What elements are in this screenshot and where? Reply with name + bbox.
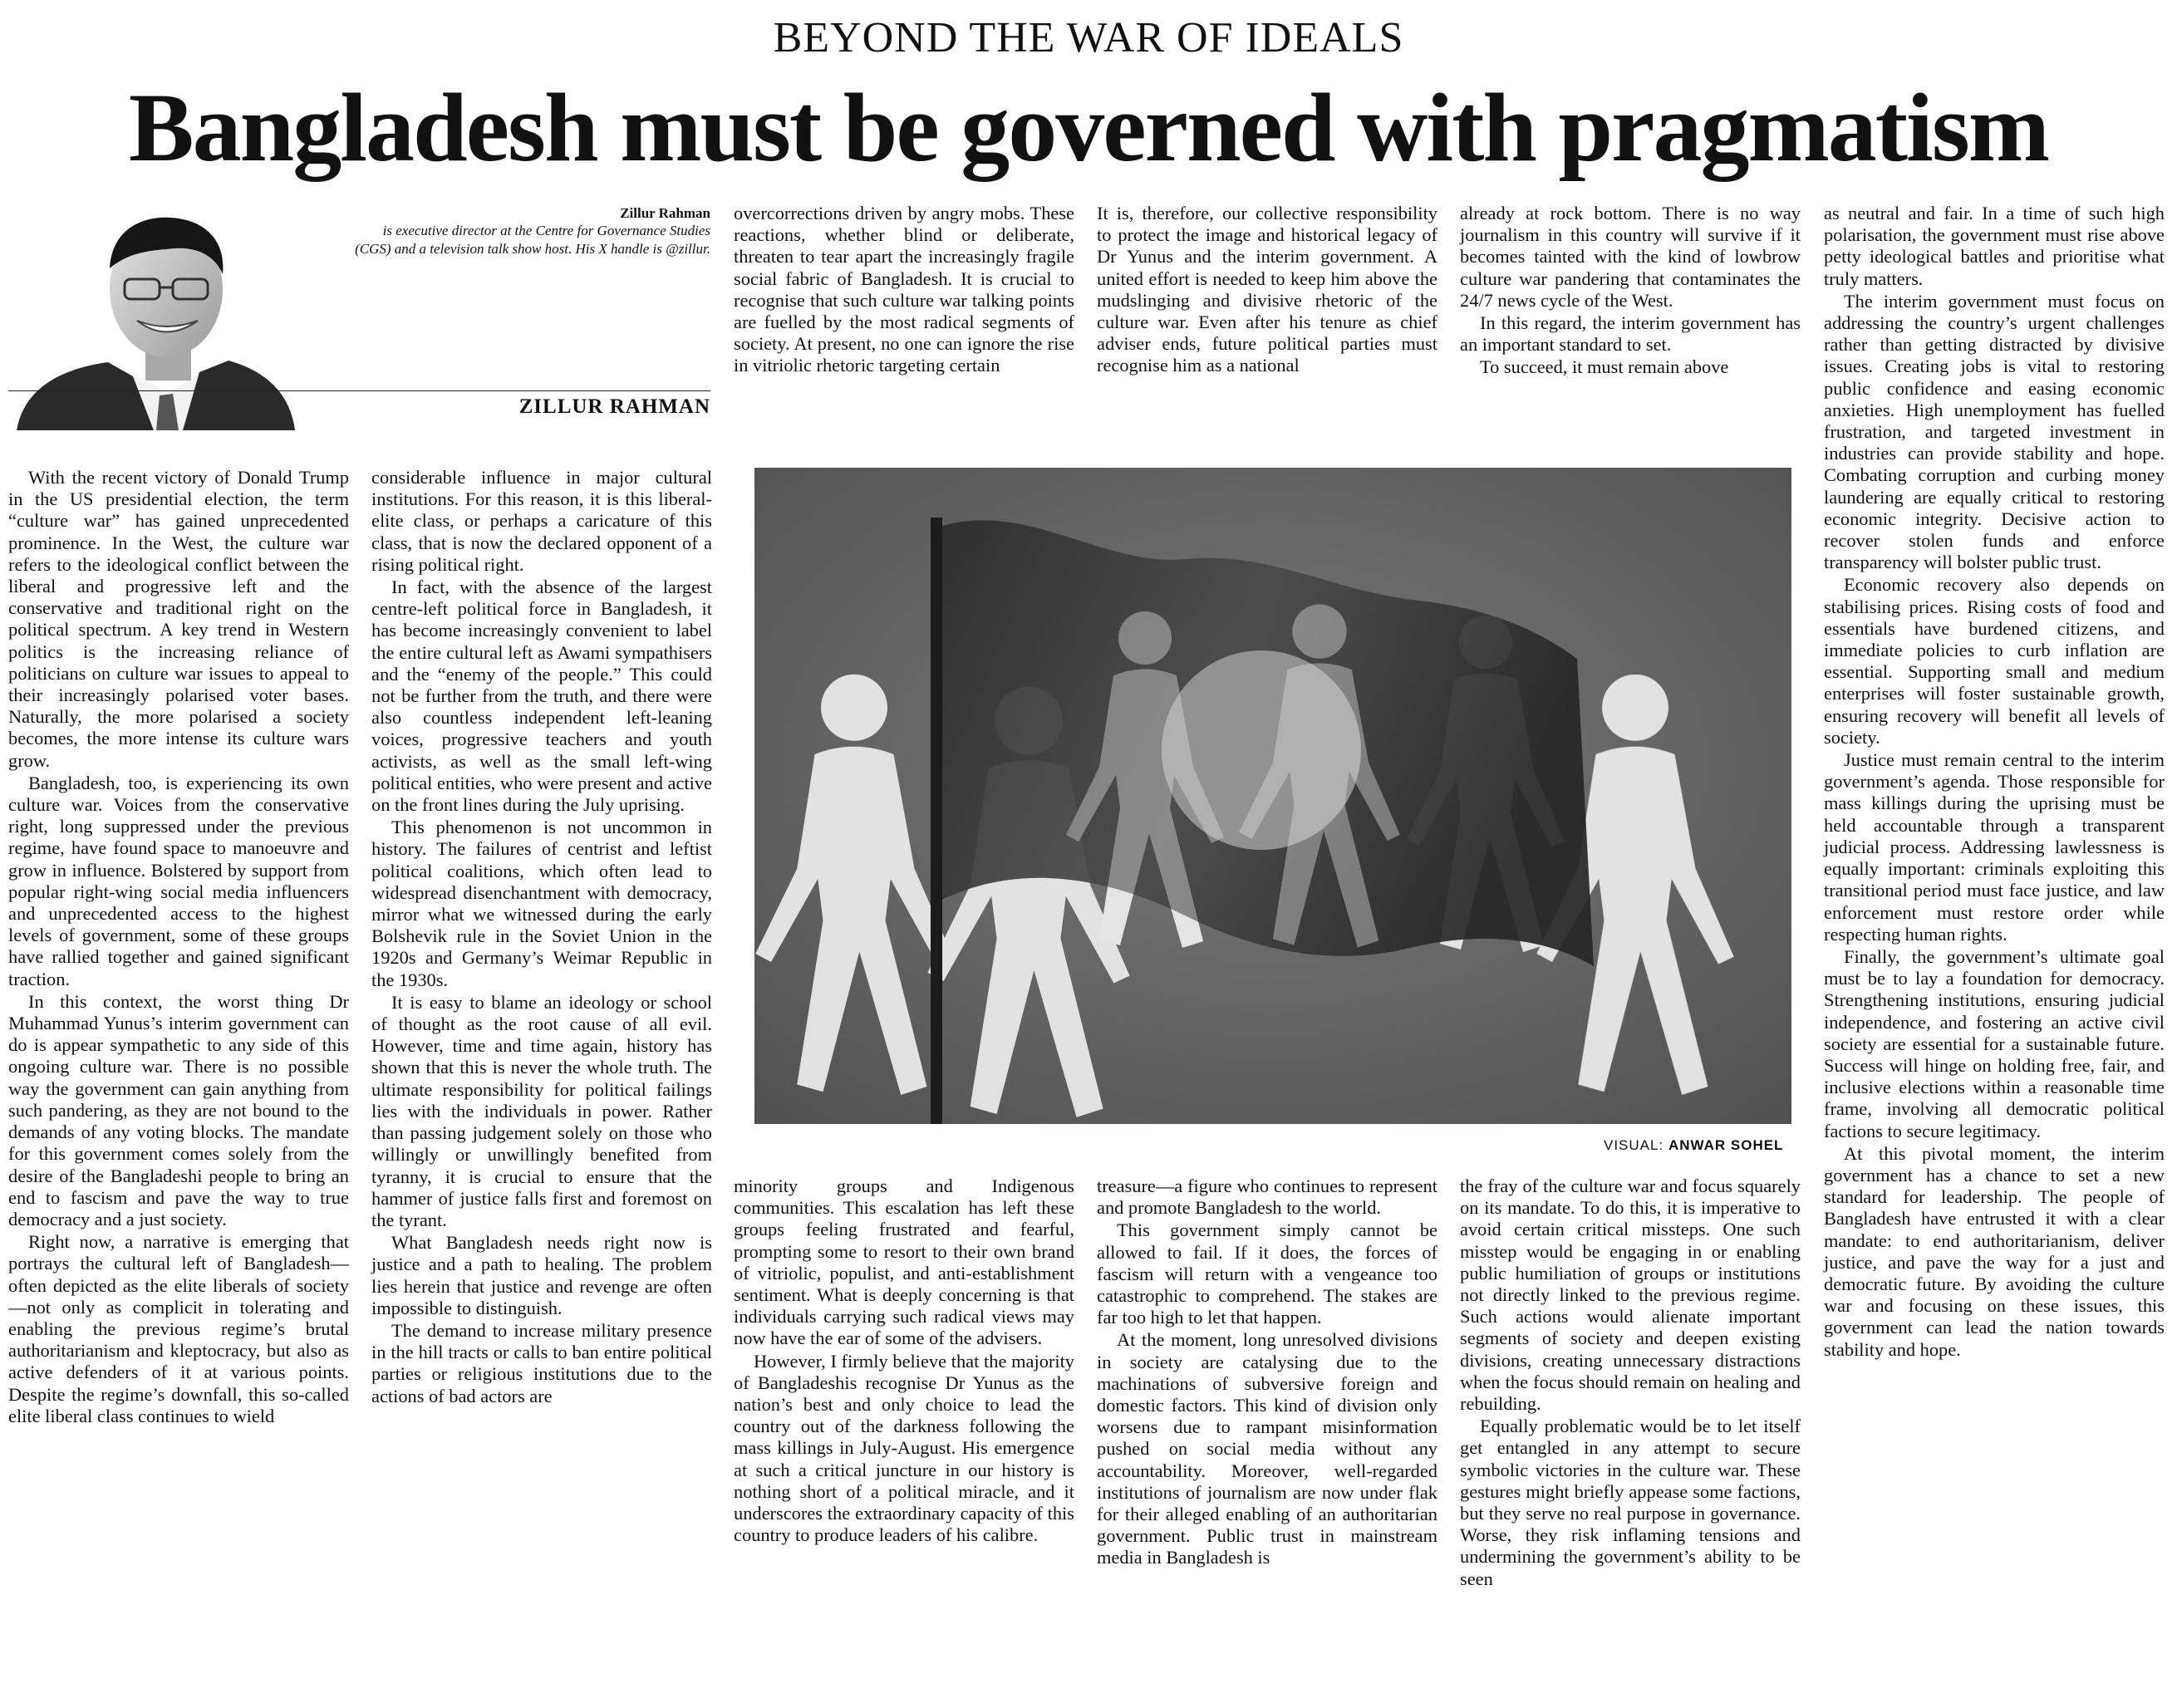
paragraph: This phenomenon is not uncommon in history. The failures of centrist and leftist political coalitions, which often lead to widespread disenchantment with democracy, mirror what we witnessed during the early Bolshevik rule in the Soviet Union in the 1920s and Germany’s Weimar Republic in the 1930s.	[371, 817, 712, 990]
paragraph: The demand to increase military presence in the hill tracts or calls to ban entire political parties or religious institutions due to the actions of bad actors are	[371, 1319, 712, 1406]
column-5-bottom	[1460, 1175, 1801, 1591]
column-4-bottom	[1097, 1175, 1437, 1570]
paragraph: as neutral and fair. In a time of such high polarisation, the government must rise above petty ideological battles and prioritise what truly matters.	[1824, 203, 2165, 289]
author-byline: ZILLUR RAHMAN	[518, 395, 710, 418]
paragraph: What Bangladesh needs right now is justice and a path to healing. The problem lies herein that justice and revenge are often impossible to distinguish.	[371, 1232, 712, 1318]
paragraph: Equally problematic would be to let itself get entangled in any attempt to secure symbolic victories in the culture war. These gestures might briefly appease some factions, but they serve no real purpose in governance. Worse, they risk inflaming tensions and undermining the government’s ability to be seen	[1460, 1416, 1801, 1589]
visual-credit	[1604, 1137, 1783, 1154]
credit-label: VISUAL:	[1604, 1137, 1664, 1153]
paragraph: The interim government must focus on addressing the country’s urgent challenges rather than getting distracted by divisive issues. Creating jobs is vital to restoring public confidence and easing economic anxieties. High unemployment has fuelled frustration, and targeted investment in industries can provide stability and hope. Combating corruption and curbing money laundering are equally critical to restoring economic integrity. Decisive action to recover stolen funds and enforce transparency will bolster public trust.	[1824, 290, 2165, 573]
paragraph: However, I firmly believe that the majority of Bangladeshis recognise Dr Yunus as the nation’s best and only choice to lead the country out of the darkness following the mass killings in July-August. His emergence at such a critical juncture in our history is nothing short of a political miracle, and it underscores the extraordinary capacity of this country to produce leaders of his calibre.	[734, 1350, 1074, 1546]
paragraph: Right now, a narrative is emerging that portrays the cultural left of Bangladesh—often depicted as the elite liberals of society—not only as complicit in tolerating and enabling the previous regime’s brutal authoritarianism and kleptocracy, but also as active defenders of it at various points. Despite the regime’s downfall, this so-called elite liberal class continues to wield	[8, 1231, 349, 1426]
paragraph: It is, therefore, our collective responsibility to protect the image and historical legacy of Dr Yunus and the interim government. A united effort is needed to keep him above the mudslinging and divisive rhetoric of the culture war. Even after his tenure as chief adviser ends, future political parties must recognise him as a national	[1097, 203, 1437, 376]
paragraph: overcorrections driven by angry mobs. These reactions, whether blind or deliberate, threaten to tear apart the increasingly fragile social fabric of Bangladesh. It is crucial to recognise that such culture war talking points are fuelled by the most radical segments of society. At present, no one can ignore the rise in vitriolic rhetoric targeting certain	[734, 203, 1074, 376]
paragraph: Finally, the government’s ultimate goal must be to lay a foundation for democracy. Strengthening institutions, ensuring judicial independence, and fostering an active civil society are essential for a sustainable future. Success will hinge on holding free, fair, and inclusive elections within a reasonable time frame, involving all democratic political factions to secure legitimacy.	[1824, 945, 2165, 1141]
paragraph: Justice must remain central to the interim government’s agenda. Those responsible for mass killings during the uprising must be held accountable through a transparent judicial process. Addressing lawlessness is equally important: criminals exploiting this transitional period must face justice, and law enforcement must restore order while respecting human rights.	[1824, 749, 2165, 945]
paragraph: In fact, with the absence of the largest centre-left political force in Bangladesh, it has become increasingly convenient to label the entire cultural left as Awami sympathisers and the “enemy of the people.” This could not be further from the truth, and there were also countless independent left-leaning voices, progressive teachers and youth activists, as well as the small left-wing political entities, who were present and active on the front lines during the July uprising.	[371, 577, 712, 816]
bio-name: Zillur Rahman	[620, 205, 710, 221]
paragraph: treasure—a figure who continues to represent and promote Bangladesh to the world.	[1097, 1175, 1437, 1219]
illustration	[754, 468, 1791, 1124]
column-1	[8, 467, 349, 1428]
paragraph: It is easy to blame an ideology or school of thought as the root cause of all evil. However, time and time again, history has shown that this is never the whole truth. The ultimate responsibility for political failings lies with the individuals in power. Rather than passing judgement solely on those who willingly or unwillingly benefited from tyranny, it is crucial to ensure that the hammer of justice falls first and foremost on the tyrant.	[371, 991, 712, 1230]
paragraph: With the recent victory of Donald Trump in the US presidential election, the term “culture war” has gained unprecedented prominence. In the West, the culture war refers to the ideological conflict between the liberal and progressive left and the conservative and traditional right on the political spectrum. A key trend in Western politics is the increasing reliance of politicians on culture war issues to appeal to their increasingly polarised voter bases. Naturally, the more polarised a society becomes, the more intense its culture wars grow.	[8, 467, 349, 771]
credit-name: ANWAR SOHEL	[1668, 1137, 1784, 1153]
byline-box	[8, 198, 710, 430]
column-5-top	[1460, 203, 1801, 380]
paragraph: the fray of the culture war and focus squarely on its mandate. To do this, it is imperative to avoid certain critical missteps. One such misstep would be engaging in or enabling public humiliation of groups or institutions not directly linked to the previous regime. Such actions would alienate important segments of society and deepen existing divisions, creating unnecessary distractions when the focus should remain on healing and rebuilding.	[1460, 1175, 1801, 1415]
headline: Bangladesh must be governed with pragmatism	[128, 73, 2049, 182]
paragraph: At this pivotal moment, the interim government has a chance to set a new standard for leadership. The people of Bangladesh have entrusted it with a clear mandate: to end authoritarianism, deliver justice, and pave the way for a just and democratic future. By avoiding the culture war and focusing on these issues, this government can lead the nation towards stability and hope.	[1824, 1142, 2165, 1360]
kicker: BEYOND THE WAR OF IDEALS	[773, 14, 1404, 61]
paragraph: minority groups and Indigenous communities. This escalation has left these groups feeling frustrated and fearful, prompting some to resort to their own brand of vitriolic, populist, and anti-establishment sentiment. What is deeply concerning is that individuals carrying such radical views may now have the ear of some of the advisers.	[734, 1175, 1074, 1349]
author-bio	[345, 204, 710, 258]
paragraph: Bangladesh, too, is experiencing its own culture war. Voices from the conservative right, long suppressed under the previous regime, have found space to manoeuvre and grow in influence. Bolstered by support from popular right-wing social media influencers and unprecedented access to the highest levels of government, some of these groups have rallied together and gained significant traction.	[8, 772, 349, 989]
column-6	[1824, 203, 2165, 1362]
column-3-top	[734, 203, 1074, 378]
paragraph: Economic recovery also depends on stabilising prices. Rising costs of food and essentials have burdened citizens, and immediate policies to curb inflation are essential. Supporting small and medium enterprises will foster sustainable growth, ensuring recovery will benefit all levels of society.	[1824, 574, 2165, 748]
author-photo	[8, 198, 299, 430]
column-2	[371, 467, 712, 1408]
paragraph: already at rock bottom. There is no way journalism in this country will survive if it becomes tainted with the kind of lowbrow culture war pandering that contaminates the 24/7 news cycle of the West.	[1460, 203, 1801, 311]
column-3-bottom	[734, 1175, 1074, 1547]
paragraph: To succeed, it must remain above	[1480, 356, 1729, 378]
paragraph: This government simply cannot be allowed to fail. If it does, the forces of fascism will return with a vengeance too catastrophic to comprehend. The stakes are far too high to let that happen.	[1097, 1220, 1437, 1328]
paragraph: In this regard, the interim government has an important standard to set.	[1460, 312, 1801, 356]
paragraph: At the moment, long unresolved divisions in society are catalysing due to the machinations of subversive foreign and domestic factors. This kind of division only worsens due to rampant misinformation pushed on social media without any accountability. Moreover, well-regarded institutions of journalism are now under flak for their alleged enabling of an authoritarian government. Public trust in mainstream media in Bangladesh is	[1097, 1329, 1437, 1568]
byline-rule	[8, 390, 710, 391]
paragraph: In this context, the worst thing Dr Muhammad Yunus’s interim government can do is appear sympathetic to any side of this ongoing culture war. There is no possible way the government can gain anything from such pandering, as they are not bound to the demands of any voting blocks. The mandate for this government comes solely from the desire of the Bangladeshi people to bring an end to fascism and pave the way to true democracy and a just society.	[8, 990, 349, 1229]
bio-text: is executive director at the Centre for Governance Studies (CGS) and a television talk show host. His X handle is @zillur.	[355, 223, 710, 257]
column-4-top	[1097, 203, 1437, 378]
paragraph: considerable influence in major cultural institutions. For this reason, it is this liberal-elite class, or perhaps a caricature of this class, that is now the declared opponent of a rising political right.	[371, 467, 712, 575]
